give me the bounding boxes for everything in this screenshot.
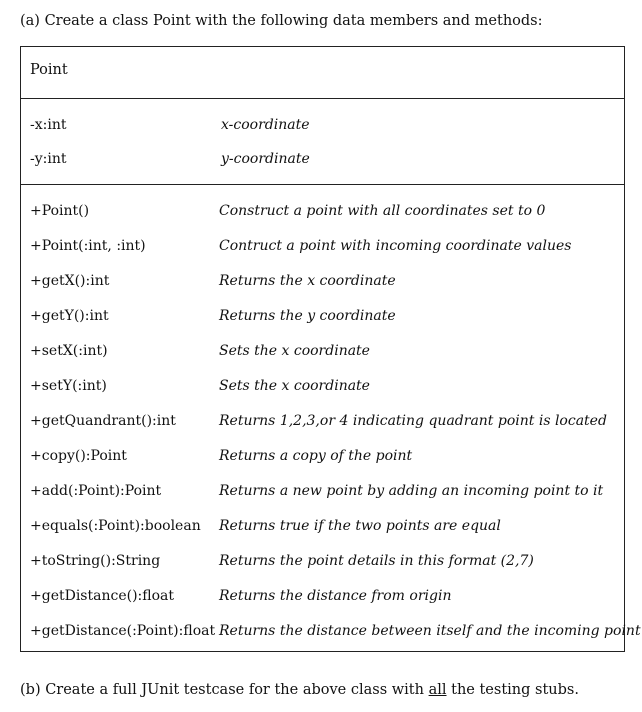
part-b-text-after: the testing stubs. — [446, 682, 579, 698]
method-description: Sets the x coordinate — [219, 343, 370, 359]
method-description: Sets the x coordinate — [219, 378, 370, 394]
method-row — [21, 448, 624, 468]
attribute-row — [21, 117, 624, 137]
attribute-signature: -x:int — [30, 117, 67, 133]
method-row — [21, 588, 624, 608]
attribute-description: x-coordinate — [221, 117, 310, 133]
method-row — [21, 483, 624, 503]
method-signature: +getDistance(:Point):float — [30, 623, 216, 639]
method-description: Returns 1,2,3,or 4 indicating quadrant point is located — [219, 413, 607, 429]
method-description: Returns a copy of the point — [219, 448, 413, 464]
method-description: Returns a new point by adding an incoming point to it — [219, 483, 604, 499]
method-row — [21, 343, 624, 363]
method-description: Returns the x coordinate — [219, 273, 396, 289]
method-description: Returns the y coordinate — [219, 308, 396, 324]
part-a-instruction: (a) Create a class Point with the following data members and methods: — [20, 13, 543, 29]
attributes-section — [21, 98, 624, 185]
method-signature: +getDistance():float — [30, 588, 174, 604]
class-name: Point — [30, 62, 68, 78]
method-signature: +Point(:int, :int) — [30, 238, 146, 254]
class-name-section — [21, 47, 624, 99]
part-b-text-before: (b) Create a full JUnit testcase for the above class with — [20, 682, 429, 698]
method-signature: +getQuandrant():int — [30, 413, 176, 429]
method-description: Contruct a point with incoming coordinate values — [219, 238, 572, 254]
attribute-signature: -y:int — [30, 151, 67, 167]
method-row — [21, 623, 641, 643]
method-row — [21, 308, 624, 328]
method-signature: +setX(:int) — [30, 343, 108, 359]
method-row — [21, 413, 624, 433]
method-row — [21, 203, 624, 223]
method-row — [21, 378, 624, 398]
method-row — [21, 518, 624, 538]
method-description: Returns the distance from origin — [219, 588, 452, 604]
method-signature: +equals(:Point):boolean — [30, 518, 201, 534]
methods-section — [21, 184, 641, 651]
method-signature: +getX():int — [30, 273, 110, 289]
attribute-row — [21, 151, 624, 171]
uml-class-diagram — [20, 46, 641, 652]
part-b-instruction — [20, 682, 579, 698]
method-signature: +getY():int — [30, 308, 109, 324]
method-description: Returns true if the two points are equal — [219, 518, 501, 534]
attribute-description: y-coordinate — [221, 151, 310, 167]
method-signature: +toString():String — [30, 553, 161, 569]
method-signature: +add(:Point):Point — [30, 483, 162, 499]
method-signature: +copy():Point — [30, 448, 127, 464]
method-row — [21, 273, 624, 293]
method-description: Returns the point details in this format (2,7) — [219, 553, 534, 569]
method-row — [21, 238, 624, 258]
method-row — [21, 553, 624, 573]
method-description: Returns the distance between itself and the incoming point — [219, 623, 641, 639]
method-description: Construct a point with all coordinates set to 0 — [219, 203, 546, 219]
method-signature: +Point() — [30, 203, 90, 219]
method-signature: +setY(:int) — [30, 378, 107, 394]
part-b-underlined-word: all — [428, 682, 447, 698]
